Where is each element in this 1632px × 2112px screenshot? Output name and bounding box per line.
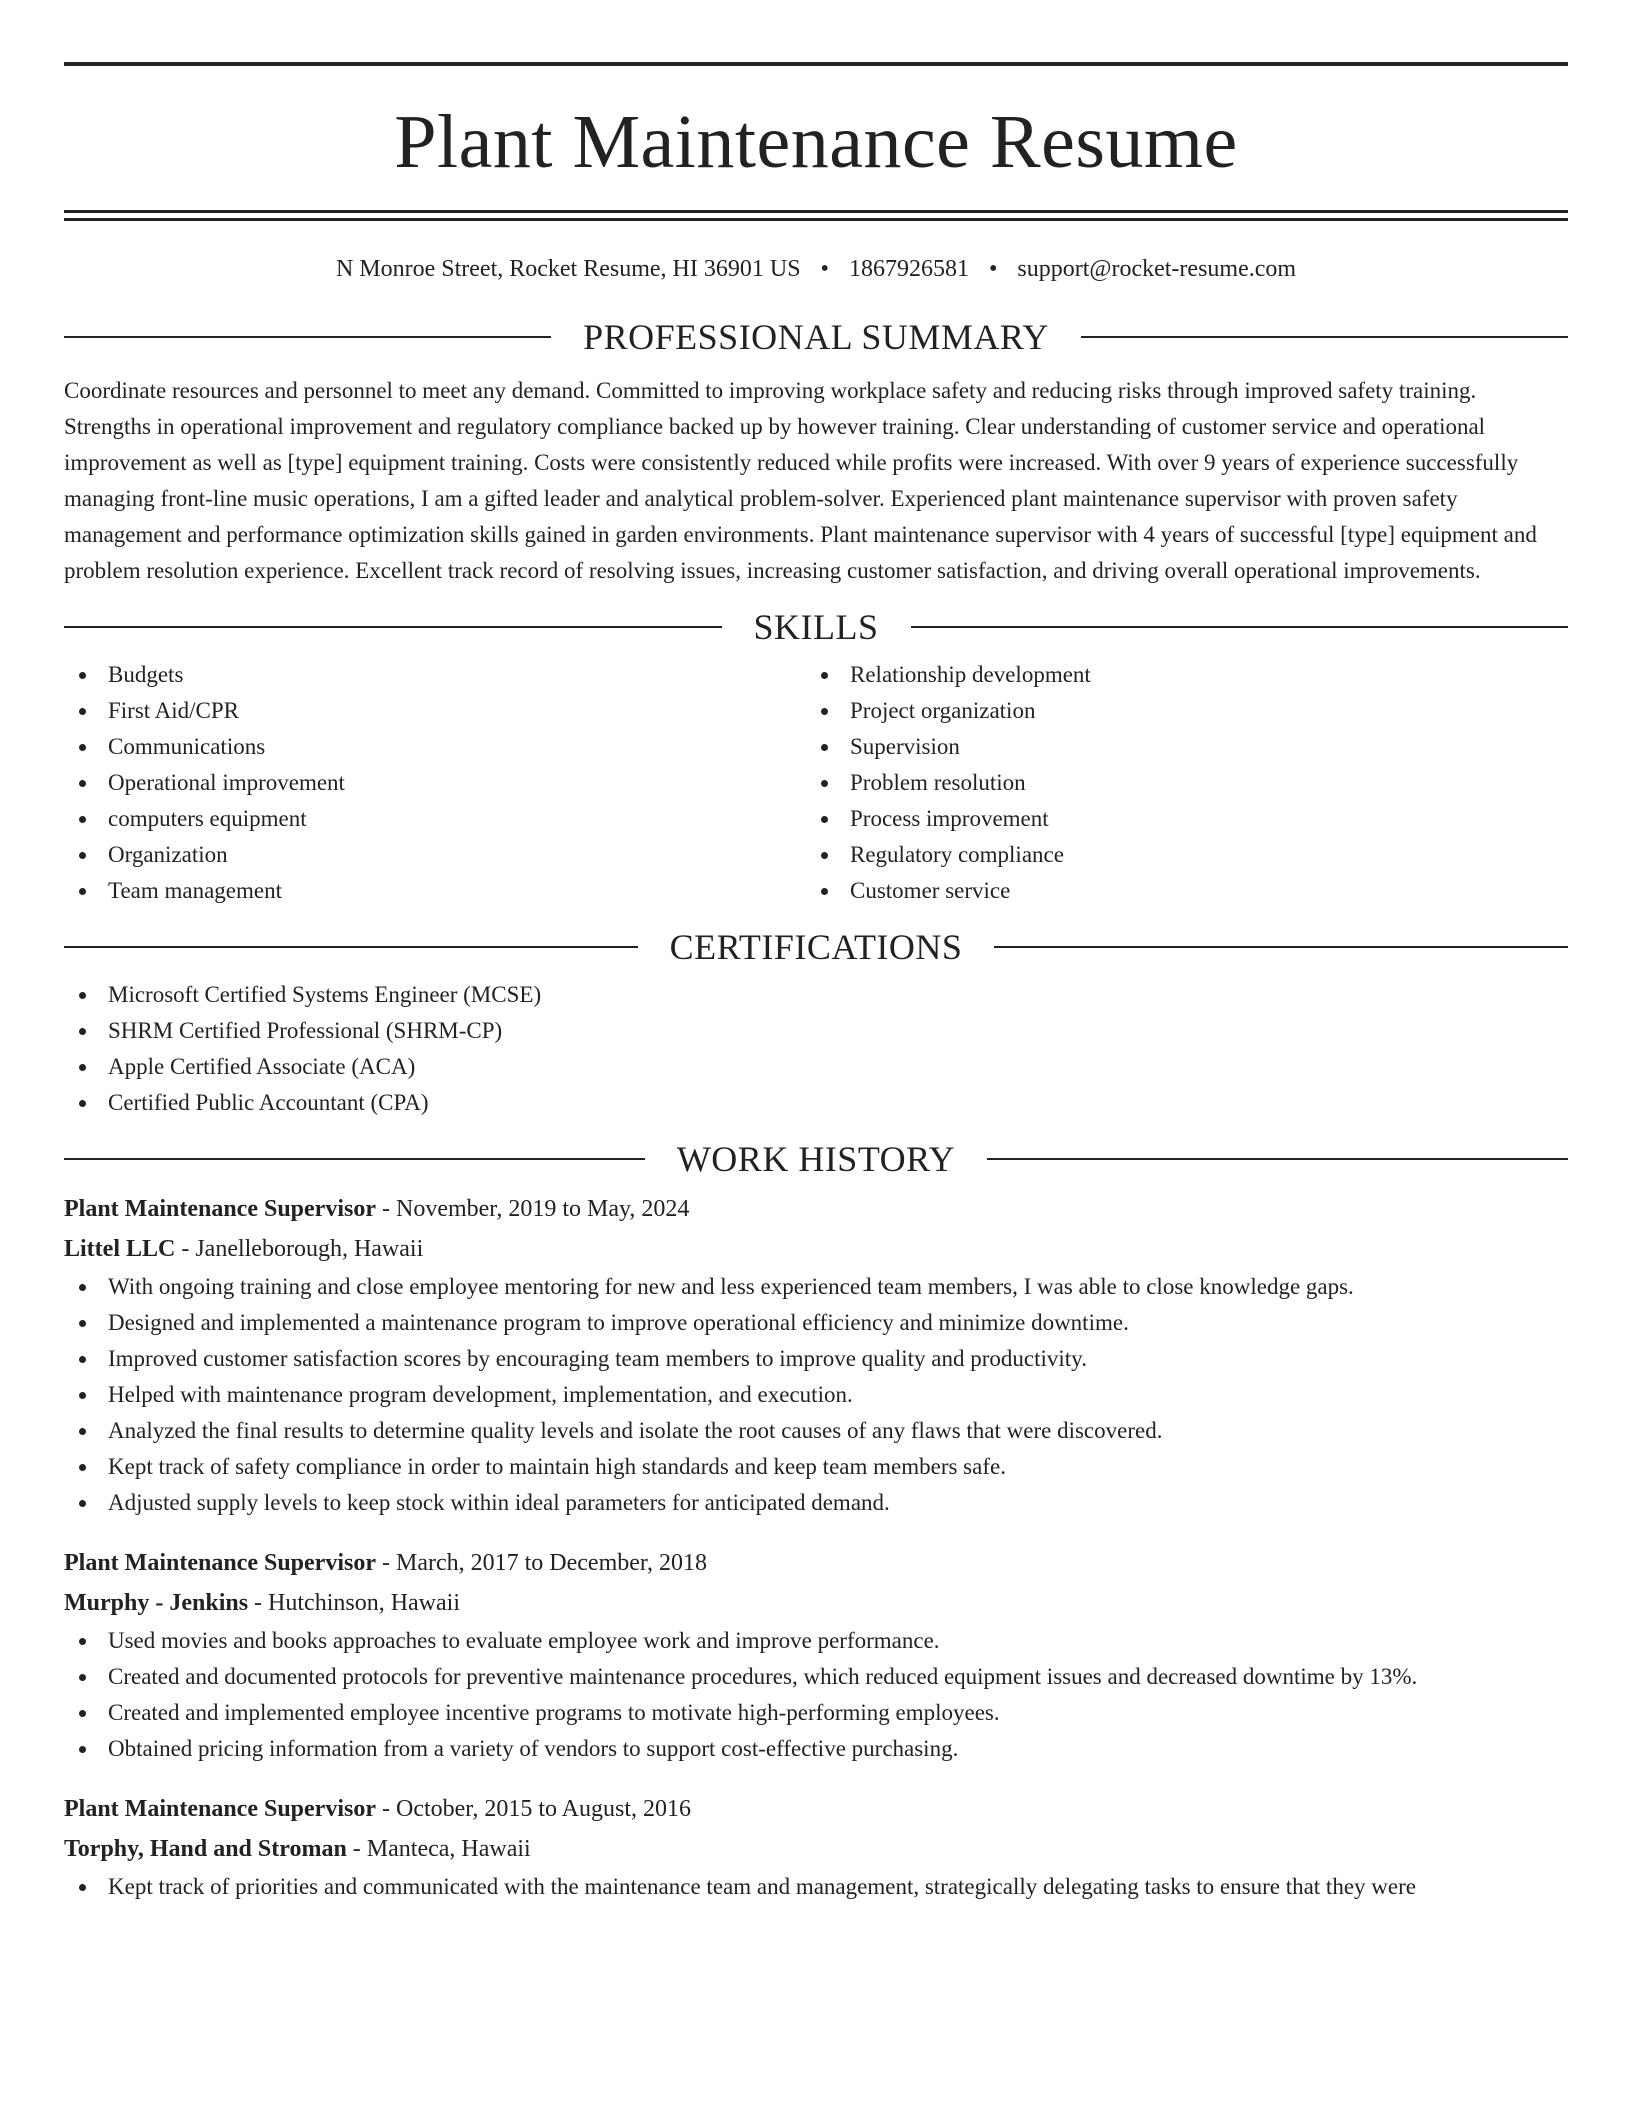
job-company-line	[64, 1829, 1568, 1869]
heading-rule	[64, 626, 722, 628]
summary-text: Coordinate resources and personnel to meet any demand. Committed to improving workplace safety and reducing risks through improved safety training. Strengths in operational improvement and regulatory compliance backed up by however training. Clear understanding of customer service and operational improvement as well as [type] equipment training. Costs were consistently reduced while profits were increased. With over 9 years of experience successfully managing front-line music operations, I am a gifted leader and analytical problem-solver. Experienced plant maintenance supervisor with proven safety management and performance optimization skills gained in garden environments. Plant maintenance supervisor with 4 years of successful [type] equipment and problem resolution experience. Excellent track record of resolving issues, increasing customer satisfaction, and driving overall operational improvements.	[64, 378, 1537, 583]
job-bullet: Designed and implemented a maintenance program to improve operational efficiency and minimize downtime.	[64, 1305, 1568, 1341]
skill-item: computers equipment	[64, 801, 806, 837]
job-bullet: Analyzed the final results to determine quality levels and isolate the root causes of any flaws that were discovered.	[64, 1413, 1568, 1449]
job-entry	[64, 1543, 1568, 1767]
skill-item: Team management	[64, 873, 806, 909]
heading-rule	[64, 1158, 645, 1160]
contact-separator: •	[988, 256, 998, 282]
skill-item: Process improvement	[806, 801, 1548, 837]
job-company-line	[64, 1229, 1568, 1269]
work-history-heading: WORK HISTORY	[676, 1139, 956, 1179]
certification-item: Microsoft Certified Systems Engineer (MCSE)	[64, 977, 1568, 1013]
job-bullet: Adjusted supply levels to keep stock within ideal parameters for anticipated demand.	[64, 1485, 1568, 1521]
contact-address: N Monroe Street, Rocket Resume, HI 36901 US	[335, 256, 801, 282]
job-bullet: Improved customer satisfaction scores by encouraging team members to improve quality and productivity.	[64, 1341, 1568, 1377]
job-company: Littel LLC	[64, 1236, 176, 1262]
top-rule	[64, 62, 1568, 66]
job-bullet: With ongoing training and close employee mentoring for new and less experienced team members, I was able to close knowledge gaps.	[64, 1269, 1568, 1305]
skills-right-list	[806, 657, 1548, 909]
job-title-line	[64, 1189, 1568, 1229]
certifications-heading: CERTIFICATIONS	[669, 927, 963, 967]
certification-item: SHRM Certified Professional (SHRM-CP)	[64, 1013, 1568, 1049]
contact-phone: 1867926581	[848, 256, 969, 282]
job-title: Plant Maintenance Supervisor	[64, 1196, 376, 1222]
skill-item: First Aid/CPR	[64, 693, 806, 729]
skill-item: Customer service	[806, 873, 1548, 909]
skill-item: Relationship development	[806, 657, 1548, 693]
job-bullet: Helped with maintenance program development, implementation, and execution.	[64, 1377, 1568, 1413]
job-location: - Manteca, Hawaii	[346, 1836, 531, 1862]
skills-heading: SKILLS	[753, 607, 879, 647]
job-dates: - October, 2015 to August, 2016	[376, 1796, 692, 1822]
heading-rule	[911, 626, 1569, 628]
certifications-list	[64, 977, 1568, 1121]
skill-item: Supervision	[806, 729, 1548, 765]
skill-item: Operational improvement	[64, 765, 806, 801]
resume-title: Plant Maintenance Resume	[394, 100, 1238, 184]
job-entry	[64, 1789, 1568, 1905]
job-location: - Hutchinson, Hawaii	[248, 1590, 461, 1616]
certification-item: Apple Certified Associate (ACA)	[64, 1049, 1568, 1085]
job-dates: - November, 2019 to May, 2024	[376, 1196, 690, 1222]
job-bullet: Obtained pricing information from a variety of vendors to support cost-effective purchasing.	[64, 1731, 1568, 1767]
job-bullet-list	[64, 1869, 1568, 1905]
job-bullet: Used movies and books approaches to evaluate employee work and improve performance.	[64, 1623, 1568, 1659]
job-bullet-list	[64, 1269, 1568, 1521]
skill-item: Budgets	[64, 657, 806, 693]
heading-rule	[64, 336, 551, 338]
certification-item: Certified Public Accountant (CPA)	[64, 1085, 1568, 1121]
heading-rule	[994, 946, 1568, 948]
resume-page	[64, 0, 1568, 1905]
skill-item: Regulatory compliance	[806, 837, 1548, 873]
job-entry	[64, 1189, 1568, 1521]
job-bullet: Kept track of safety compliance in order to maintain high standards and keep team members safe.	[64, 1449, 1568, 1485]
skill-item: Organization	[64, 837, 806, 873]
heading-rule	[987, 1158, 1568, 1160]
job-bullet-list	[64, 1623, 1568, 1767]
heading-rule	[1081, 336, 1568, 338]
job-title: Plant Maintenance Supervisor	[64, 1796, 376, 1822]
job-title-line	[64, 1543, 1568, 1583]
skills-section-header	[64, 609, 1568, 645]
job-bullet: Created and implemented employee incentive programs to motivate high-performing employees.	[64, 1695, 1568, 1731]
job-bullet: Kept track of priorities and communicated with the maintenance team and management, strategically delegating tasks to ensure that they were	[64, 1869, 1568, 1905]
summary-heading: PROFESSIONAL SUMMARY	[583, 317, 1049, 357]
certifications-section-header	[64, 929, 1568, 965]
skill-item: Problem resolution	[806, 765, 1548, 801]
job-company: Murphy - Jenkins	[64, 1590, 249, 1616]
skill-item: Communications	[64, 729, 806, 765]
job-title: Plant Maintenance Supervisor	[64, 1550, 376, 1576]
skills-columns	[64, 657, 1568, 909]
job-company: Torphy, Hand and Stroman	[64, 1836, 347, 1862]
summary-section-header	[64, 319, 1568, 355]
title-double-rule	[64, 210, 1568, 221]
skill-item: Project organization	[806, 693, 1548, 729]
work-history-list	[64, 1189, 1568, 1905]
heading-rule	[64, 946, 638, 948]
contact-line	[64, 257, 1568, 281]
job-company-line	[64, 1583, 1568, 1623]
contact-email: support@rocket-resume.com	[1017, 256, 1297, 282]
job-location: - Janelleborough, Hawaii	[175, 1236, 424, 1262]
contact-separator: •	[820, 256, 829, 282]
job-dates: - March, 2017 to December, 2018	[376, 1550, 707, 1576]
work-history-section-header	[64, 1141, 1568, 1177]
job-bullet: Created and documented protocols for preventive maintenance procedures, which reduced equipment issues and decreased downtime by 13%.	[64, 1659, 1568, 1695]
skills-left-list	[64, 657, 806, 909]
job-title-line	[64, 1789, 1568, 1829]
